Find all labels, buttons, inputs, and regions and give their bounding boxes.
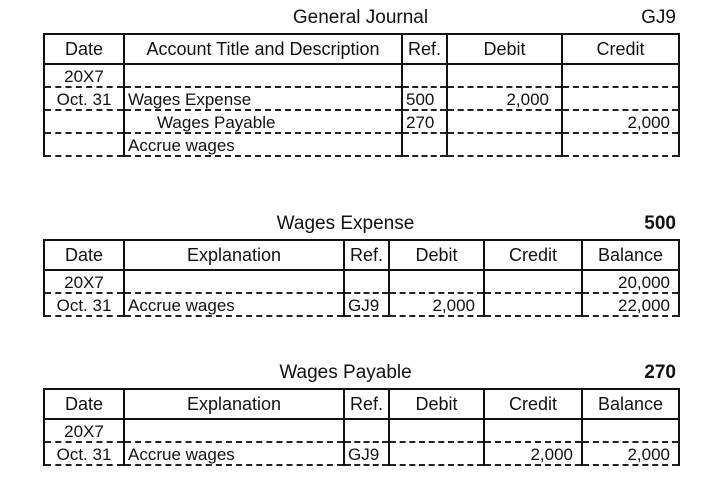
debit-cell: 2,000 <box>447 87 562 110</box>
column-header: Balance <box>582 240 679 270</box>
column-header: Ref. <box>344 389 389 419</box>
general-journal-header <box>43 3 678 33</box>
credit-cell <box>484 293 582 316</box>
account-number: 500 <box>644 213 676 234</box>
balance-cell: 22,000 <box>582 293 679 316</box>
column-header: Ref. <box>402 34 447 64</box>
wages-payable-ledger <box>43 358 678 466</box>
description-cell: Wages Expense <box>124 87 402 110</box>
general-journal-title: General Journal <box>292 7 429 28</box>
date-cell <box>44 110 124 133</box>
wages-expense-table <box>43 239 680 317</box>
balance-cell: 20,000 <box>582 270 679 293</box>
credit-cell <box>562 64 679 87</box>
explanation-cell: Accrue wages <box>124 442 344 465</box>
ref-cell: GJ9 <box>344 293 389 316</box>
table-row <box>44 64 679 87</box>
ref-cell <box>402 133 447 156</box>
date-cell: 20X7 <box>44 64 124 87</box>
table-row <box>44 293 679 316</box>
credit-cell <box>562 87 679 110</box>
ref-cell: 270 <box>402 110 447 133</box>
wages-expense-header <box>43 209 678 239</box>
column-header: Debit <box>389 389 484 419</box>
debit-cell <box>447 64 562 87</box>
description-cell: Accrue wages <box>124 133 402 156</box>
explanation-cell <box>124 419 344 442</box>
date-cell: Oct. 31 <box>44 442 124 465</box>
ledger-title: Wages Expense <box>276 213 415 234</box>
ref-cell: 500 <box>402 87 447 110</box>
column-header: Credit <box>484 389 582 419</box>
table-row <box>44 270 679 293</box>
credit-cell: 2,000 <box>562 110 679 133</box>
table-row <box>44 133 679 156</box>
wages-payable-header <box>43 358 678 388</box>
description-cell <box>124 64 402 87</box>
column-header: Date <box>44 34 124 64</box>
date-cell: 20X7 <box>44 270 124 293</box>
table-header-row <box>44 389 679 419</box>
ref-cell <box>402 64 447 87</box>
column-header: Balance <box>582 389 679 419</box>
column-header: Ref. <box>344 240 389 270</box>
ref-cell <box>344 270 389 293</box>
general-journal <box>43 3 678 157</box>
date-cell <box>44 133 124 156</box>
date-cell: Oct. 31 <box>44 293 124 316</box>
credit-cell <box>484 270 582 293</box>
debit-cell <box>389 419 484 442</box>
column-header: Account Title and Description <box>124 34 402 64</box>
debit-cell <box>389 442 484 465</box>
balance-cell <box>582 419 679 442</box>
table-row <box>44 87 679 110</box>
ref-cell <box>344 419 389 442</box>
balance-cell: 2,000 <box>582 442 679 465</box>
column-header: Debit <box>447 34 562 64</box>
column-header: Credit <box>484 240 582 270</box>
column-header: Explanation <box>124 389 344 419</box>
date-cell: 20X7 <box>44 419 124 442</box>
credit-cell <box>484 419 582 442</box>
column-header: Explanation <box>124 240 344 270</box>
table-header-row <box>44 240 679 270</box>
wages-expense-ledger <box>43 209 678 317</box>
credit-cell <box>562 133 679 156</box>
table-row <box>44 110 679 133</box>
explanation-cell <box>124 270 344 293</box>
table-header-row <box>44 34 679 64</box>
date-cell: Oct. 31 <box>44 87 124 110</box>
column-header: Debit <box>389 240 484 270</box>
debit-cell <box>447 110 562 133</box>
debit-cell <box>389 270 484 293</box>
ledger-title: Wages Payable <box>279 362 412 383</box>
column-header: Date <box>44 389 124 419</box>
ref-cell: GJ9 <box>344 442 389 465</box>
column-header: Credit <box>562 34 679 64</box>
table-row <box>44 442 679 465</box>
description-cell: Wages Payable <box>124 110 402 133</box>
table-row <box>44 419 679 442</box>
wages-payable-table <box>43 388 680 466</box>
journal-page-number: GJ9 <box>641 7 676 28</box>
column-header: Date <box>44 240 124 270</box>
general-journal-table <box>43 33 680 157</box>
explanation-cell: Accrue wages <box>124 293 344 316</box>
debit-cell <box>447 133 562 156</box>
debit-cell: 2,000 <box>389 293 484 316</box>
account-number: 270 <box>644 362 676 383</box>
credit-cell: 2,000 <box>484 442 582 465</box>
